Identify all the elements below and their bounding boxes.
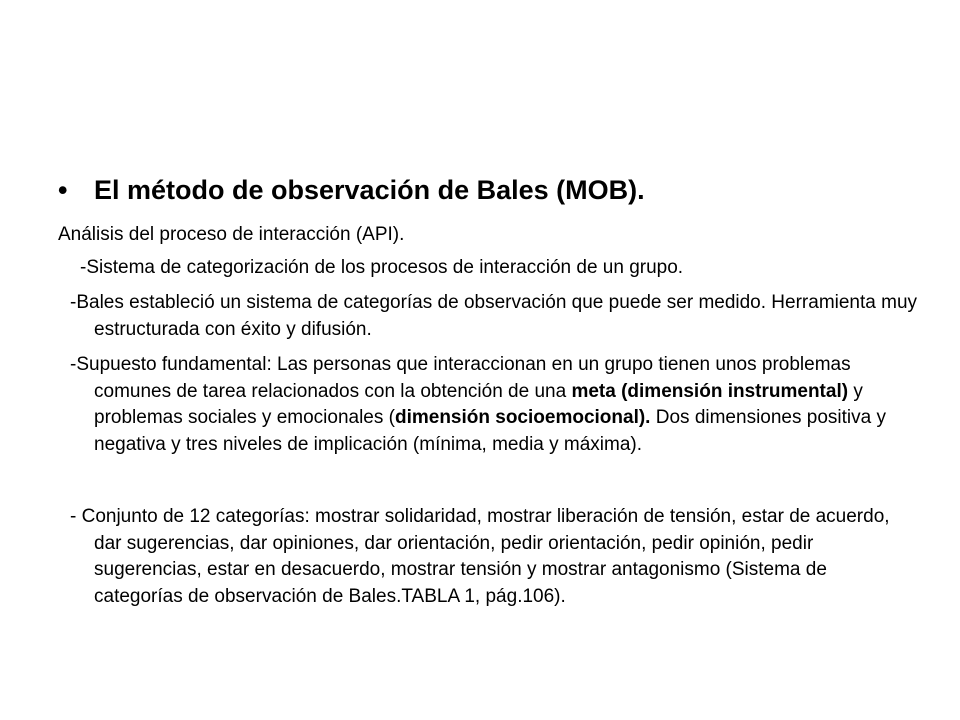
paragraph-categorization: -Sistema de categorización de los procesos de interacción de un grupo.: [80, 257, 684, 278]
socioemotional-dimension: dimensión socioemocional).: [394, 407, 651, 428]
instrumental-dimension: meta (dimensión instrumental): [571, 380, 849, 402]
bullet-icon: •: [58, 175, 68, 205]
assumption-text-2: y problemas sociales y emocionales (: [94, 380, 863, 428]
paragraph-twelve-categories: - Conjunto de 12 categorías: mostrar solidaridad, mostrar liberación de tensión, estar de acuerdo, dar sugerencias, dar opiniones, dar orientación, pedir orientación, pedir opinión, pedir sugerencias, estar en desacuerdo, mostrar tensión y mostrar antagonismo (Sistema de categorías de observación de Bales.TABLA 1, pág.106).: [70, 506, 890, 607]
slide-title: El método de observación de Bales (MOB).: [94, 175, 645, 205]
slide-subtitle: Análisis del proceso de interacción (API).: [58, 224, 405, 245]
paragraph-bales-system: -Bales estableció un sistema de categorías de observación que puede ser medido. Herramienta muy estructurada con éxito y difusión.: [70, 292, 918, 340]
slide-title-row: [58, 172, 918, 208]
assumption-text-3: Dos dimensiones positiva y negativa y tres niveles de implicación (mínima, media y máxima).: [94, 407, 886, 455]
paragraph-fundamental-assumption: [70, 352, 918, 458]
assumption-text-1: -Supuesto fundamental: Las personas que interaccionan en un grupo tienen unos problemas comunes de tarea relacionados con la obtención de una: [70, 354, 851, 402]
